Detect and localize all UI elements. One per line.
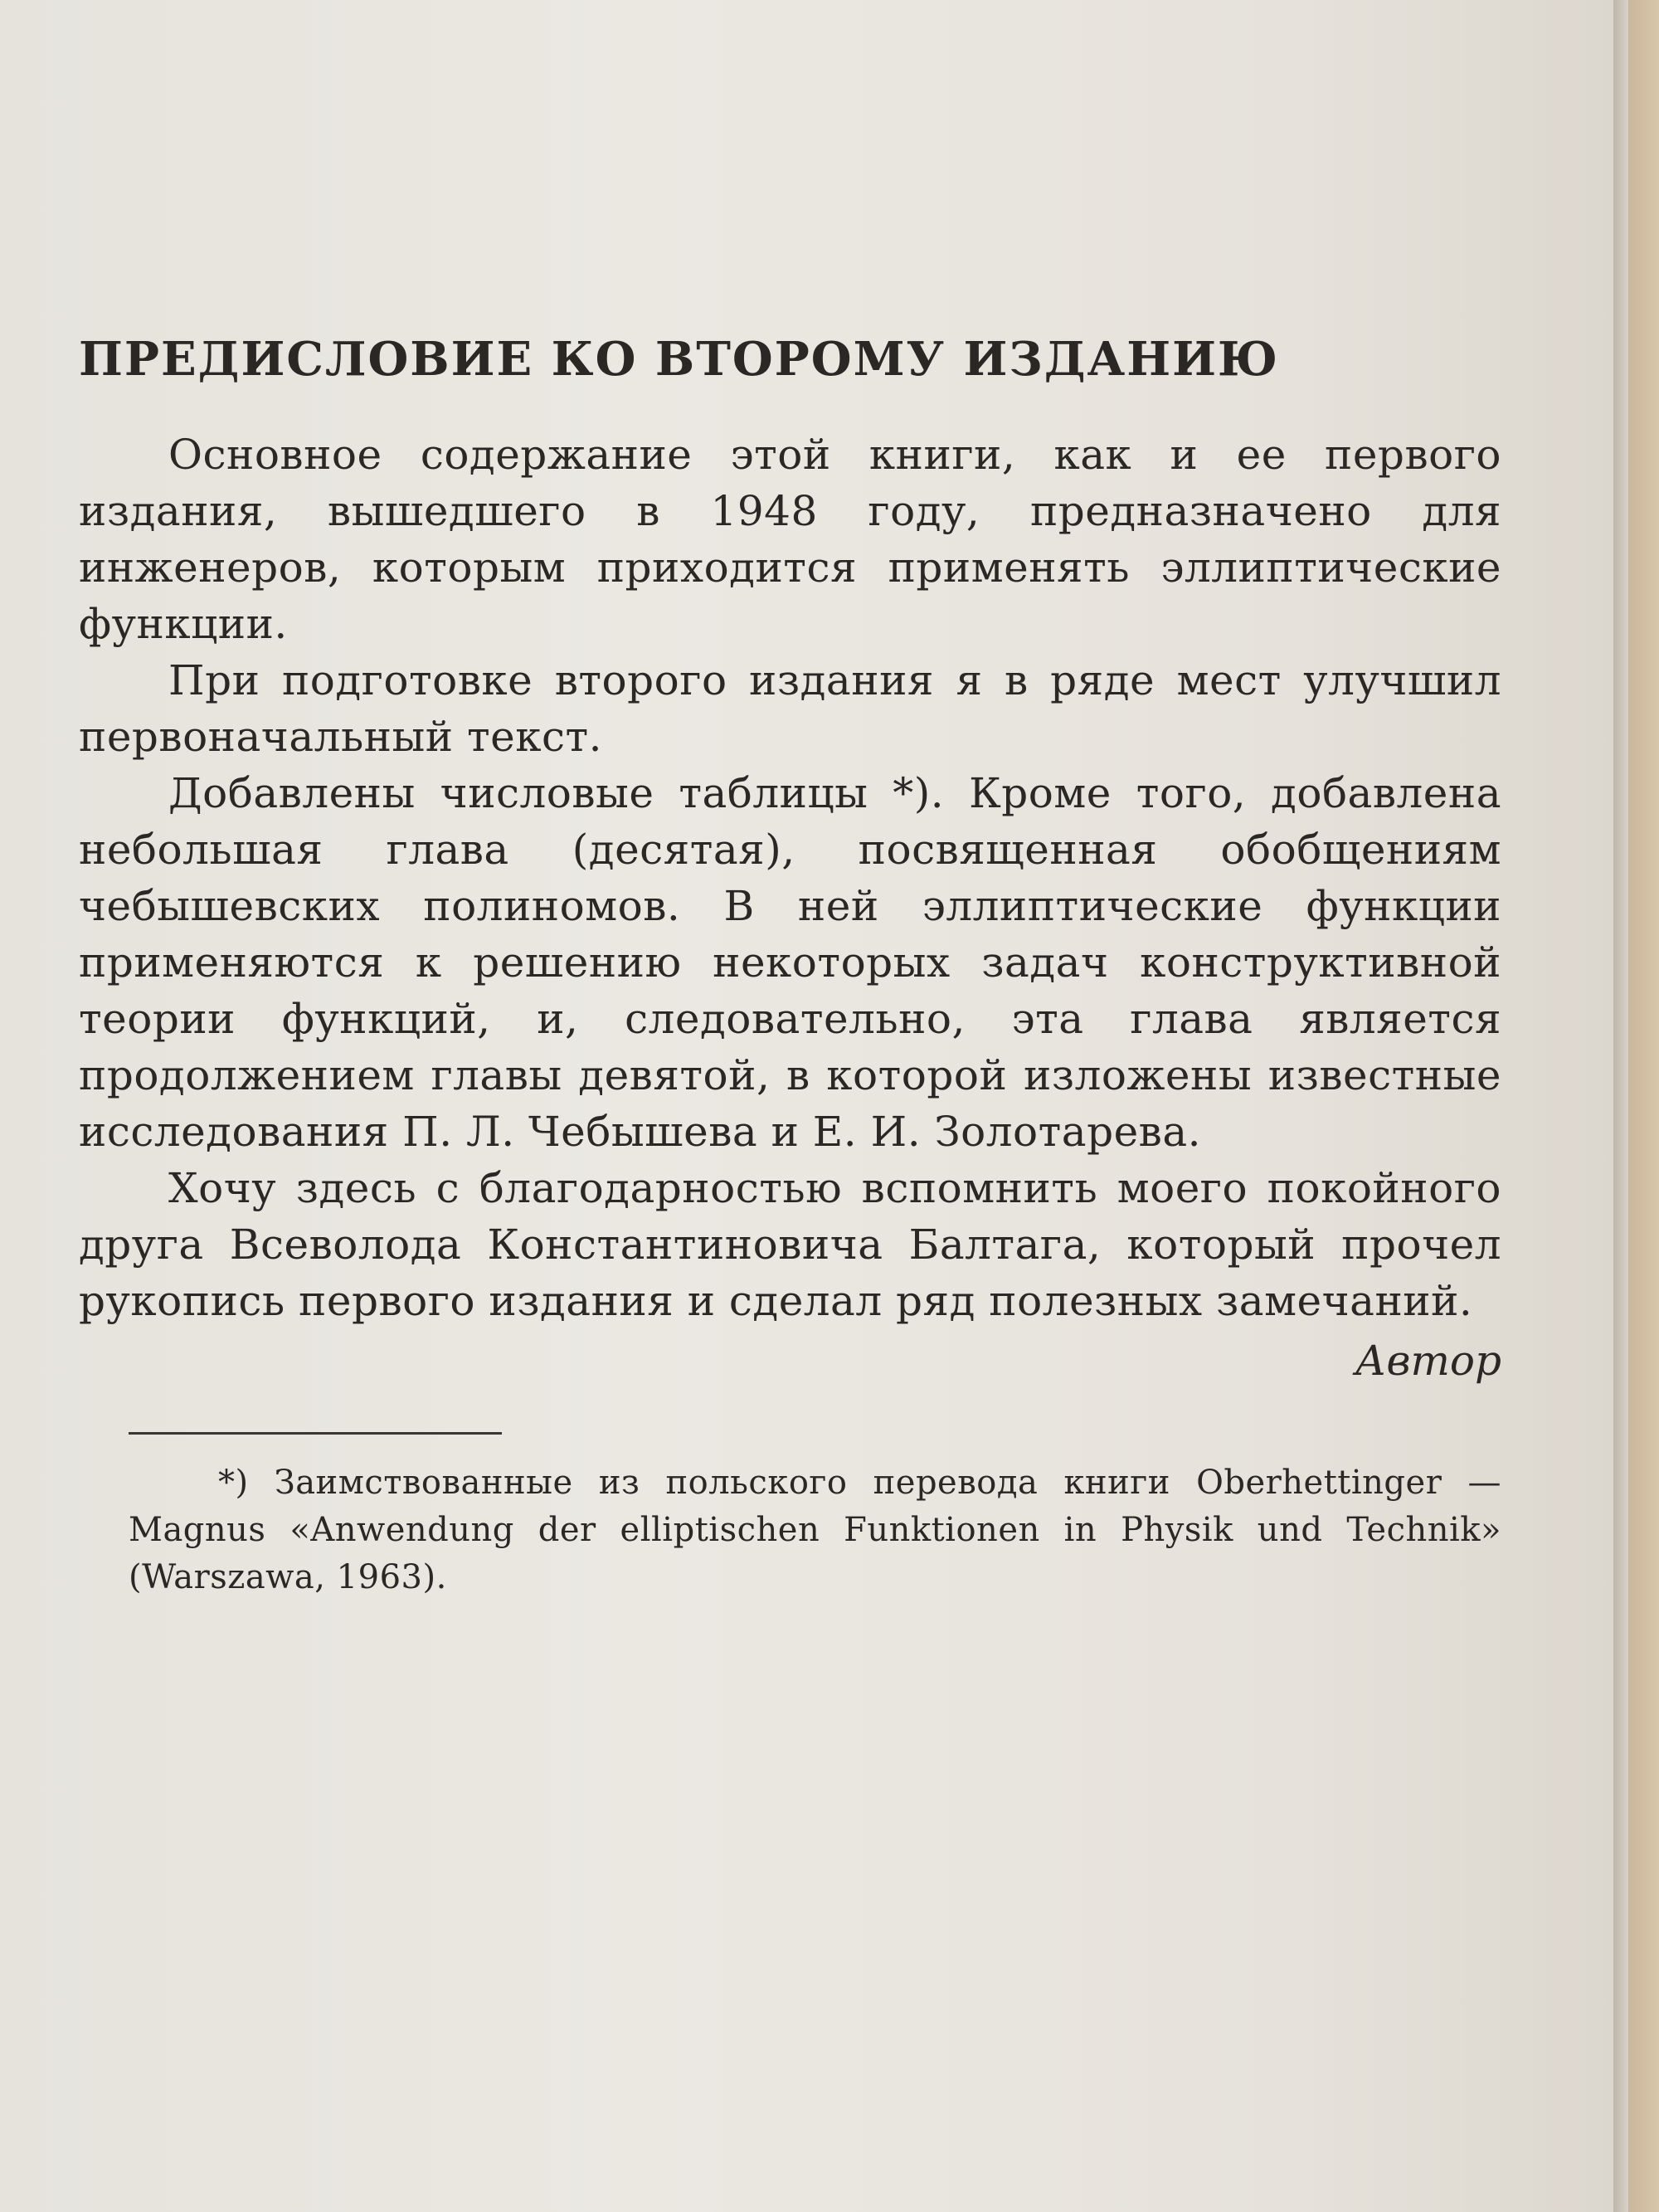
paragraph-3: Добавлены числовые таблицы *). Кроме того, добавлена небольшая глава (десятая), посвященная обобщениям чебышевских полиномов. В ней эллиптические функции применяются к решению некоторых задач конструктивной теории функций, и, следовательно, эта глава является продолжением главы девятой, в которой изложены известные исследования П. Л. Чебышева и Е. И. Золотарева.	[79, 769, 1501, 1156]
page-title: ПРЕДИСЛОВИЕ КО ВТОРОМУ ИЗДАНИЮ	[79, 332, 1280, 387]
author-signature: Автор	[1355, 1337, 1501, 1385]
paragraph-4: Хочу здесь с благодарностью вспомнить моего покойного друга Всеволода Константиновича Балтага, который прочел рукопись первого издания и сделал ряд полезных замечаний.	[79, 1164, 1501, 1325]
preface-content	[79, 332, 1501, 1601]
footnote: *) Заимствованные из польского перевода книги Oberhettinger — Magnus «Anwendung der elliptischen Funktionen in Physik und Technik» (Warszawa, 1963).	[129, 1464, 1501, 1596]
paragraph-2: При подготовке второго издания я в ряде мест улучшил первоначальный текст.	[79, 656, 1501, 761]
page-edge	[1613, 0, 1628, 2212]
book-cover-edge	[1628, 0, 1659, 2212]
paragraph-1: Основное содержание этой книги, как и ее первого издания, вышедшего в 1948 году, предназначено для инженеров, которым приходится применять эллиптические функции.	[79, 431, 1501, 648]
footnote-divider	[129, 1432, 502, 1435]
